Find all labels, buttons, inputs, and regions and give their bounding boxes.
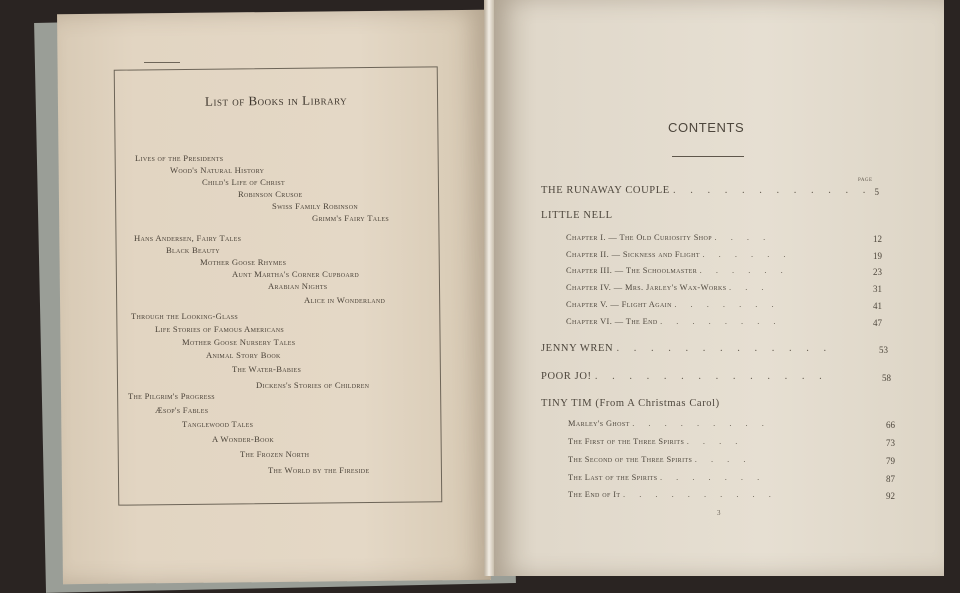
entry-page-number: 53 xyxy=(879,345,888,355)
contents-entry: Chapter VI. — The End . . . . . . . . xyxy=(566,317,782,326)
entry-page-number: 31 xyxy=(873,284,882,294)
contents-rule xyxy=(672,156,744,157)
title-rule xyxy=(144,62,180,63)
contents-entry: POOR JO! . . . . . . . . . . . . . . xyxy=(541,371,828,382)
contents-entry: LITTLE NELL xyxy=(541,210,613,221)
book-item: The Frozen North xyxy=(240,449,310,459)
contents-entry: The End of It . . . . . . . . . . xyxy=(568,490,777,499)
book-item: The Pilgrim's Progress xyxy=(128,391,215,401)
contents-entry: JENNY WREN . . . . . . . . . . . . . xyxy=(541,343,833,354)
book-gutter xyxy=(484,0,494,576)
book-item: Black Beauty xyxy=(166,245,220,255)
book-item: Child's Life of Christ xyxy=(202,177,285,187)
contents-entry: Chapter II. — Sickness and Flight . . . . . . xyxy=(566,250,792,259)
contents-entry: Chapter I. — The Old Curiosity Shop . . . . xyxy=(566,233,772,242)
entry-page-number: 41 xyxy=(873,301,882,311)
book-item: Grimm's Fairy Tales xyxy=(312,213,389,223)
contents-title: CONTENTS xyxy=(668,120,745,135)
entry-page-number: 5 xyxy=(874,187,879,197)
page-folio: 3 xyxy=(717,509,721,517)
entry-page-number: 79 xyxy=(886,456,895,466)
entry-page-number: 58 xyxy=(882,373,891,383)
contents-entry: The First of the Three Spirits . . . . xyxy=(568,437,744,446)
entry-page-number: 66 xyxy=(886,420,895,430)
book-item: Robinson Crusoe xyxy=(238,189,303,199)
book-item: A Wonder-Book xyxy=(212,434,274,444)
entry-page-number: 19 xyxy=(873,251,882,261)
book-item: Lives of the Presidents xyxy=(135,153,224,163)
book-list-title: List of Books in Library xyxy=(204,92,348,109)
book-item: Hans Andersen, Fairy Tales xyxy=(134,233,242,243)
book-item: Swiss Family Robinson xyxy=(272,201,358,211)
entry-page-number: 73 xyxy=(886,438,895,448)
book-item: Through the Looking-Glass xyxy=(131,311,239,321)
book-item: Wood's Natural History xyxy=(170,165,265,175)
book-item: Animal Story Book xyxy=(206,350,281,360)
book-item: The Water-Babies xyxy=(232,364,302,374)
entry-page-number: 12 xyxy=(873,234,882,244)
entry-page-number: 87 xyxy=(886,474,895,484)
page-column-label: PAGE xyxy=(858,178,873,183)
book-item: Alice in Wonderland xyxy=(304,295,386,305)
book-item: Aunt Martha's Corner Cupboard xyxy=(232,269,359,279)
contents-entry: TINY TIM (From A Christmas Carol) xyxy=(541,398,720,409)
book-item: Mother Goose Rhymes xyxy=(200,257,287,267)
book-item: Æsop's Fables xyxy=(155,405,209,415)
book-item: Dickens's Stories of Children xyxy=(256,380,370,390)
book-item: Arabian Nights xyxy=(268,281,328,291)
contents-entry: Chapter III. — The Schoolmaster . . . . . . xyxy=(566,266,789,275)
book-item: Tanglewood Tales xyxy=(182,419,254,429)
contents-entry: Marley's Ghost . . . . . . . . . xyxy=(568,419,770,428)
contents-entry: The Last of the Spirits . . . . . . . xyxy=(568,473,766,482)
contents-entry: THE RUNAWAY COUPLE . . . . . . . . . . . . xyxy=(541,185,872,196)
contents-entry: Chapter IV. — Mrs. Jarley's Wax-Works . . . xyxy=(566,283,770,292)
contents-entry: The Second of the Three Spirits . . . . xyxy=(568,455,752,464)
book-item: Mother Goose Nursery Tales xyxy=(182,337,296,347)
contents-entry: Chapter V. — Flight Again . . . . . . . xyxy=(566,300,780,309)
book-item: Life Stories of Famous Americans xyxy=(155,324,284,334)
entry-page-number: 92 xyxy=(886,491,895,501)
entry-page-number: 47 xyxy=(873,318,882,328)
entry-page-number: 23 xyxy=(873,267,882,277)
book-item: The World by the Fireside xyxy=(268,465,370,475)
